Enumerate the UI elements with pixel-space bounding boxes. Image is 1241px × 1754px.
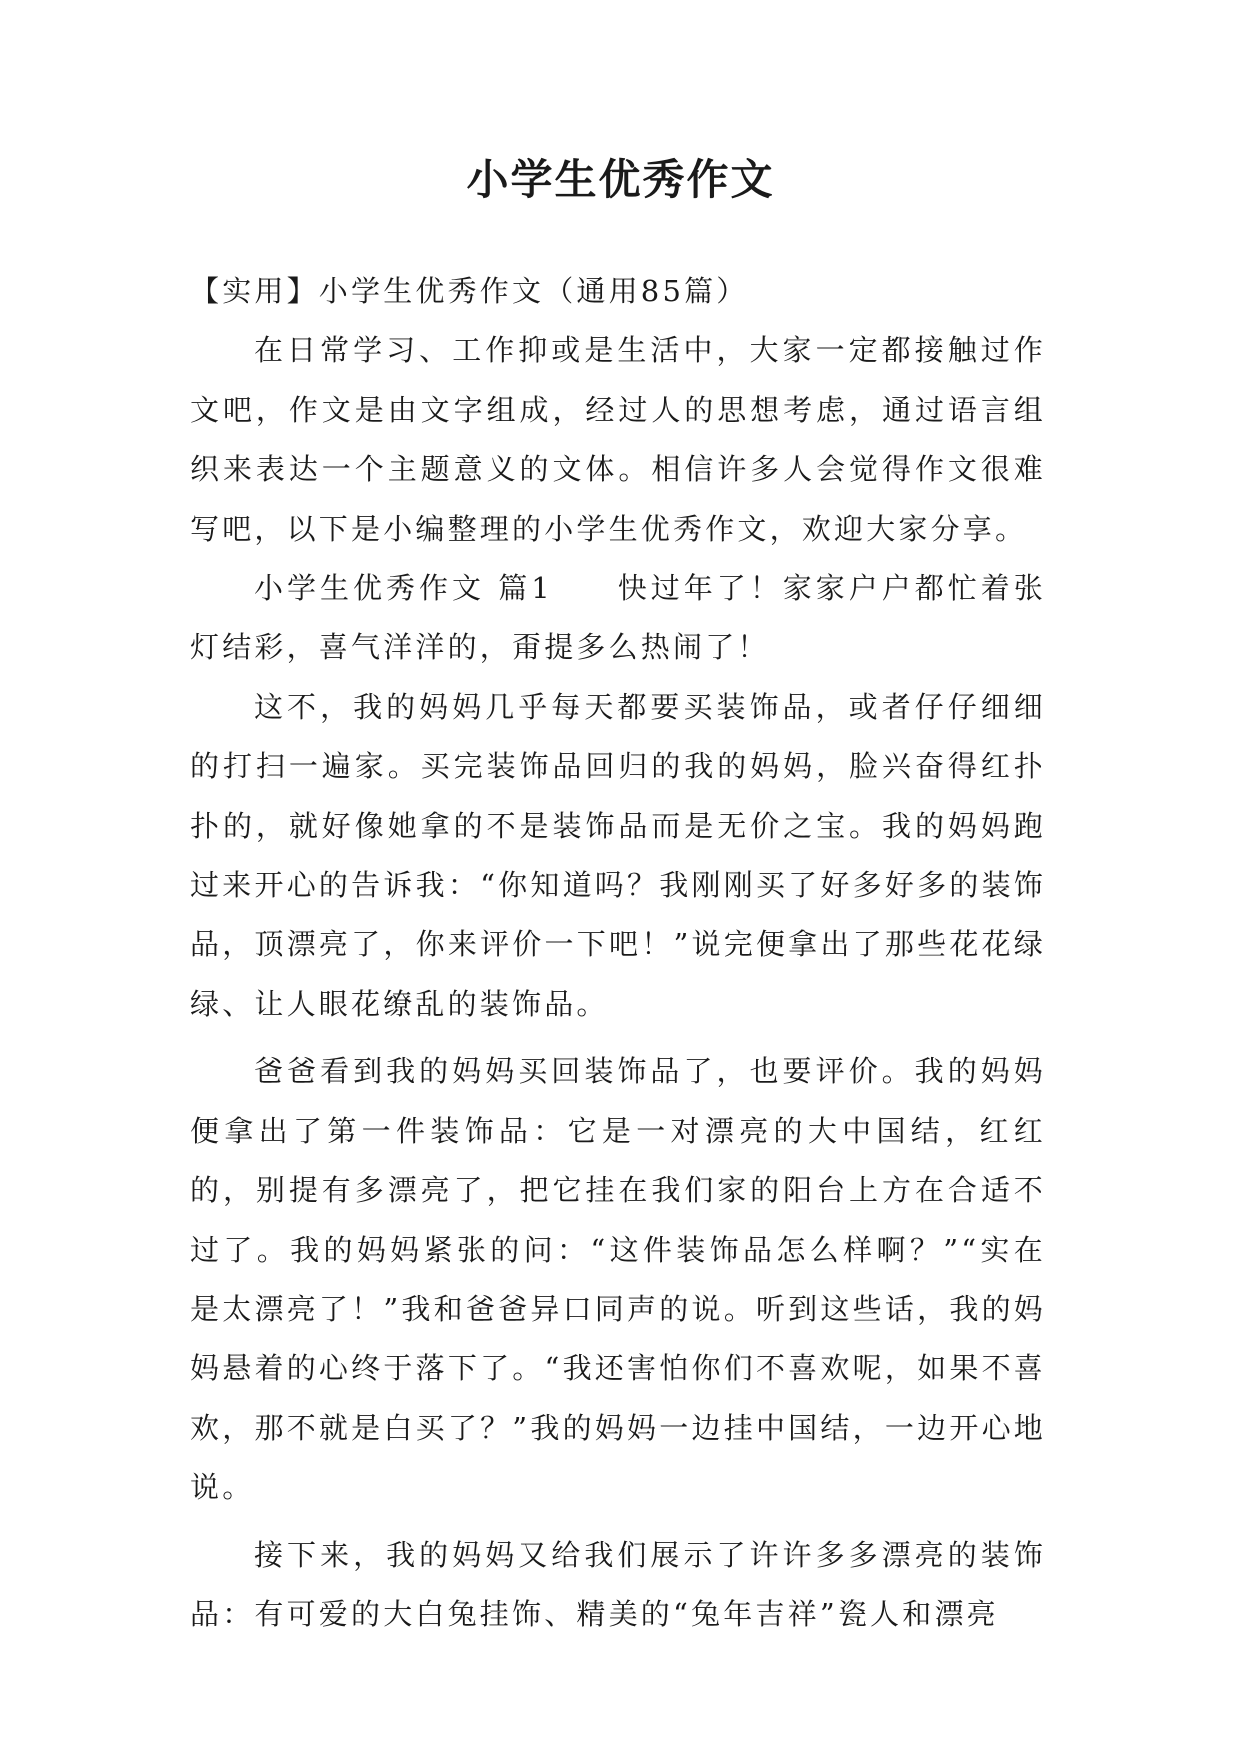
document-body: [190, 262, 1046, 1644]
body-paragraph-1: 这不，我的妈妈几乎每天都要买装饰品，或者仔仔细细的打扫一遍家。买完装饰品回归的我的妈妈，脸兴奋得红扑扑的，就好像她拿的不是装饰品而是无价之宝。我的妈妈跑过来开心的告诉我：“你知道吗？我刚刚买了好多好多的装饰品，顶漂亮了，你来评价一下吧！”说完便拿出了那些花花绿绿、让人眼花缭乱的装饰品。: [190, 689, 1046, 1021]
body-paragraph-2: 爸爸看到我的妈妈买回装饰品了，也要评价。我的妈妈便拿出了第一件装饰品：它是一对漂亮的大中国结，红红的，别提有多漂亮了，把它挂在我们家的阳台上方在合适不过了。我的妈妈紧张的问：“这件装饰品怎么样啊？”“实在是太漂亮了！”我和爸爸异口同声的说。听到这些话，我的妈妈悬着的心终于落下了。“我还害怕你们不喜欢呢，如果不喜欢，那不就是白买了？”我的妈妈一边挂中国结，一边开心地说。: [190, 1054, 1046, 1505]
body-paragraph-3: 接下来，我的妈妈又给我们展示了许许多多漂亮的装饰品：有可爱的大白兔挂饰、精美的“兔年吉祥”瓷人和漂亮: [190, 1537, 1046, 1631]
document-subtitle: 【实用】小学生优秀作文（通用85篇）: [190, 274, 749, 308]
section-opening-paragraph: [190, 559, 1046, 678]
intro-paragraph: 在日常学习、工作抑或是生活中，大家一定都接触过作文吧，作文是由文字组成，经过人的思想考虑，通过语言组织来表达一个主题意义的文体。相信许多人会觉得作文很难写吧，以下是小编整理的小学生优秀作文，欢迎大家分享。: [190, 333, 1046, 546]
document-title: 小学生优秀作文: [466, 155, 775, 204]
section-heading: 小学生优秀作文 篇1: [254, 571, 553, 606]
section-first-text: 快过年了！家家户户都忙着张灯结彩，喜气洋洋的，甭提多么热闹了！: [190, 571, 1046, 665]
